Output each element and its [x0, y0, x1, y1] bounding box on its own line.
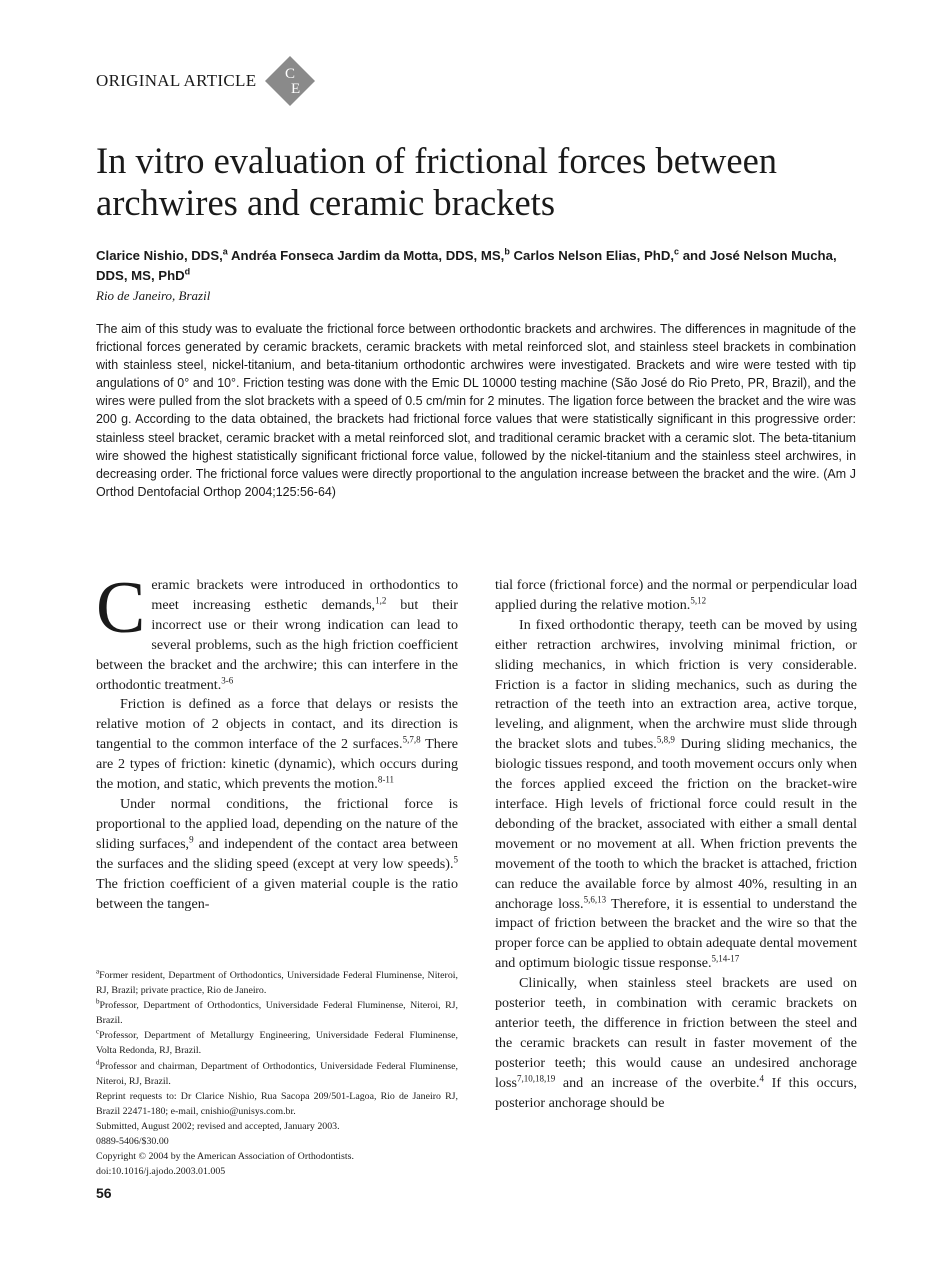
affiliation-footnote: [96, 1059, 458, 1089]
body-text: tial force (frictional force) and the normal or perpendicular load applied during the relative motion.: [495, 577, 857, 613]
author-affiliation-mark: c: [674, 246, 680, 257]
issn-price: 0889-5406/$30.00: [96, 1136, 169, 1148]
author-affiliation-mark: b: [504, 246, 510, 257]
citation-ref: 5,6,13: [583, 893, 607, 904]
footnote-mark: b: [96, 997, 100, 1006]
citation-ref: 5,14-17: [711, 953, 740, 964]
citation-ref: 5,8,9: [656, 734, 675, 745]
author-name: Andréa Fonseca Jardim da Motta, DDS, MS,: [231, 248, 505, 263]
body-paragraph: [495, 576, 857, 616]
footnote-mark: d: [96, 1058, 100, 1067]
body-text: but their incorrect use or their wrong indication can lead to several problems, such as the high friction coefficient between the bracket and the archwire; this can interfere in the orthodontic treatment.: [96, 596, 458, 693]
submission-dates: Submitted, August 2002; revised and accepted, January 2003.: [96, 1120, 340, 1132]
citation-ref: 5,12: [690, 595, 707, 606]
body-text: The friction coefficient of a given material couple is the ratio between the tangen-: [96, 875, 458, 912]
body-text: Clinically, when stainless steel brackets are used on posterior teeth, in combination with ceramic brackets on anterior teeth, the difference in friction between the steel and the ceramic brackets can result in faster movement of the posterior teeth; this would cause an undesired anchorage loss: [495, 975, 857, 1091]
logo-letter-c: C: [285, 66, 296, 82]
body-text: During sliding mechanics, the biologic tissues respond, and tooth movement occurs only when the forces applied exceed the friction on the bracket-wire interface. High levels of frictional force could result in the debonding of the bracket, associated with either a small dental movement or no movement at all. When friction prevents the movement of the tooth to which the bracket is attached, friction can reduce the available force by almost 40%, resulting in an anchorage loss.: [495, 736, 857, 912]
body-text: In fixed orthodontic therapy, teeth can be moved by using either retraction archwires, involving minimal friction, or sliding mechanics, in which friction is very considerable. Friction is a factor in sliding mechanics, such as during the retraction of the teeth into an extraction area, active torque, leveling, and alignment, when the archwire must slide through the bracket slots and tubes.: [495, 616, 857, 753]
body-paragraph: [96, 567, 458, 695]
footnote-text: Professor, Department of Orthodontics, Universidade Federal Fluminense, Niteroi, RJ, Brazil.: [96, 1000, 458, 1027]
body-text: There are 2 types of friction: kinetic (dynamic), which occurs during the motion, and static, which prevents the motion.: [96, 736, 458, 793]
citation-ref: 8-11: [377, 774, 394, 785]
author-name: Carlos Nelson Elias, PhD,: [513, 248, 675, 263]
body-text: If this occurs, posterior anchorage should be: [495, 1074, 857, 1111]
body-paragraph: [495, 616, 857, 974]
reprint-requests: Reprint requests to: Dr Clarice Nishio, Rua Sacopa 209/501-Lagoa, Rio de Janeiro RJ, Brazil 22471-180; e-mail, cnishio@unisys.com.br.: [96, 1090, 458, 1117]
abstract: The aim of this study was to evaluate the frictional force between orthodontic brackets and archwires. The differences in magnitude of the frictional forces generated by ceramic brackets, ceramic brackets with metal reinforced slot, and stainless steel brackets in combination with stainless steel, nickel-titanium, and beta-titanium orthodontic archwires were investigated. Brackets and wire were tested with tip angulations of 0° and 10°. Friction testing was done with the Emic DL 10000 testing machine (São José do Rio Preto, PR, Brazil), and the wires were pulled from the slot brackets with a speed of 0.5 cm/min for 2 minutes. The ligation force between the bracket and the wire was 200 g. According to the data obtained, the brackets had frictional force values that were statistically significant in this progressive order: stainless steel bracket, ceramic bracket with a metal reinforced slot, and traditional ceramic bracket with a ceramic slot. The beta-titanium wire showed the highest statistically significant frictional force value, followed by the nickel-titanium and the stainless steel archwires, in decreasing order. The frictional force values were directly proportional to the angulation increase between the bracket and the wire. (Am J Orthod Dentofacial Orthop 2004;125:56-64): [96, 322, 856, 499]
footnote-mark: c: [96, 1028, 100, 1037]
affiliation-footnote: [96, 968, 458, 998]
logo-letter-e: E: [291, 81, 301, 97]
citation-ref: 4: [759, 1072, 764, 1083]
footnote-mark: a: [96, 967, 100, 976]
author-name: José Nelson Mucha, DDS, MS, PhD: [96, 248, 837, 283]
footnotes: [96, 968, 458, 1179]
body-text: Under normal conditions, the frictional force is proportional to the applied load, depending on the nature of the sliding surfaces,: [96, 795, 458, 852]
citation-ref: 7,10,18,19: [516, 1072, 556, 1083]
citation-ref: 5,7,8: [402, 734, 421, 745]
article-title: In vitro evaluation of frictional forces between archwires and ceramic brackets: [96, 140, 778, 223]
footnote-text: Professor and chairman, Department of Orthodontics, Universidade Federal Fluminense, Niteroi, RJ, Brazil.: [96, 1060, 458, 1087]
page-number: 56: [96, 1185, 112, 1201]
body-text: and an increase of the overbite.: [555, 1074, 760, 1091]
drop-cap: C: [96, 567, 146, 649]
author-list: [96, 246, 866, 286]
citation-ref: 1,2: [375, 595, 387, 606]
body-text: eramic brackets were introduced in orthodontics to meet increasing esthetic demands,: [151, 577, 458, 613]
body-text: Friction is defined as a force that delays or resists the relative motion of 2 objects in contact, and its direction is tangential to the common interface of the 2 surfaces.: [96, 696, 458, 753]
citation-ref: 3-6: [221, 674, 234, 685]
citation-ref: 5: [453, 854, 458, 864]
citation-ref: 9: [189, 834, 194, 845]
affiliation-footnote: [96, 1028, 458, 1058]
doi: doi:10.1016/j.ajodo.2003.01.005: [96, 1166, 226, 1178]
footnote-text: Professor, Department of Metallurgy Engineering, Universidade Federal Fluminense, Volta Redonda, RJ, Brazil.: [96, 1030, 458, 1057]
author-affiliation-mark: a: [222, 246, 228, 257]
footnote-text: Former resident, Department of Orthodontics, Universidade Federal Fluminense, Niteroi, RJ, Brazil; private practice, Rio de Janeiro.: [96, 970, 458, 997]
author-affiliation-mark: d: [184, 266, 191, 277]
body-paragraph: [96, 695, 458, 795]
body-paragraph: [96, 795, 458, 914]
author-name: Clarice Nishio, DDS,: [96, 248, 223, 263]
section-label: ORIGINAL ARTICLE: [96, 71, 257, 90]
copyright-notice: Copyright © 2004 by the American Association of Orthodontists.: [96, 1151, 354, 1163]
author-conjunction: and: [682, 248, 707, 263]
body-column-right: [495, 576, 857, 1113]
ce-logo: [264, 55, 316, 107]
author-location: Rio de Janeiro, Brazil: [96, 288, 211, 303]
body-paragraph: [495, 974, 857, 1113]
affiliation-footnote: [96, 998, 458, 1028]
body-column-left: [96, 567, 458, 914]
body-text: Therefore, it is essential to understand the impact of friction between the bracket and the wire so that the proper force can be applied to obtain adequate dental movement and optimum biologic tissue response.: [495, 895, 858, 972]
body-text: and independent of the contact area between the surfaces and the sliding speed (except at very low speeds).: [96, 835, 458, 872]
article-header: [96, 54, 316, 108]
